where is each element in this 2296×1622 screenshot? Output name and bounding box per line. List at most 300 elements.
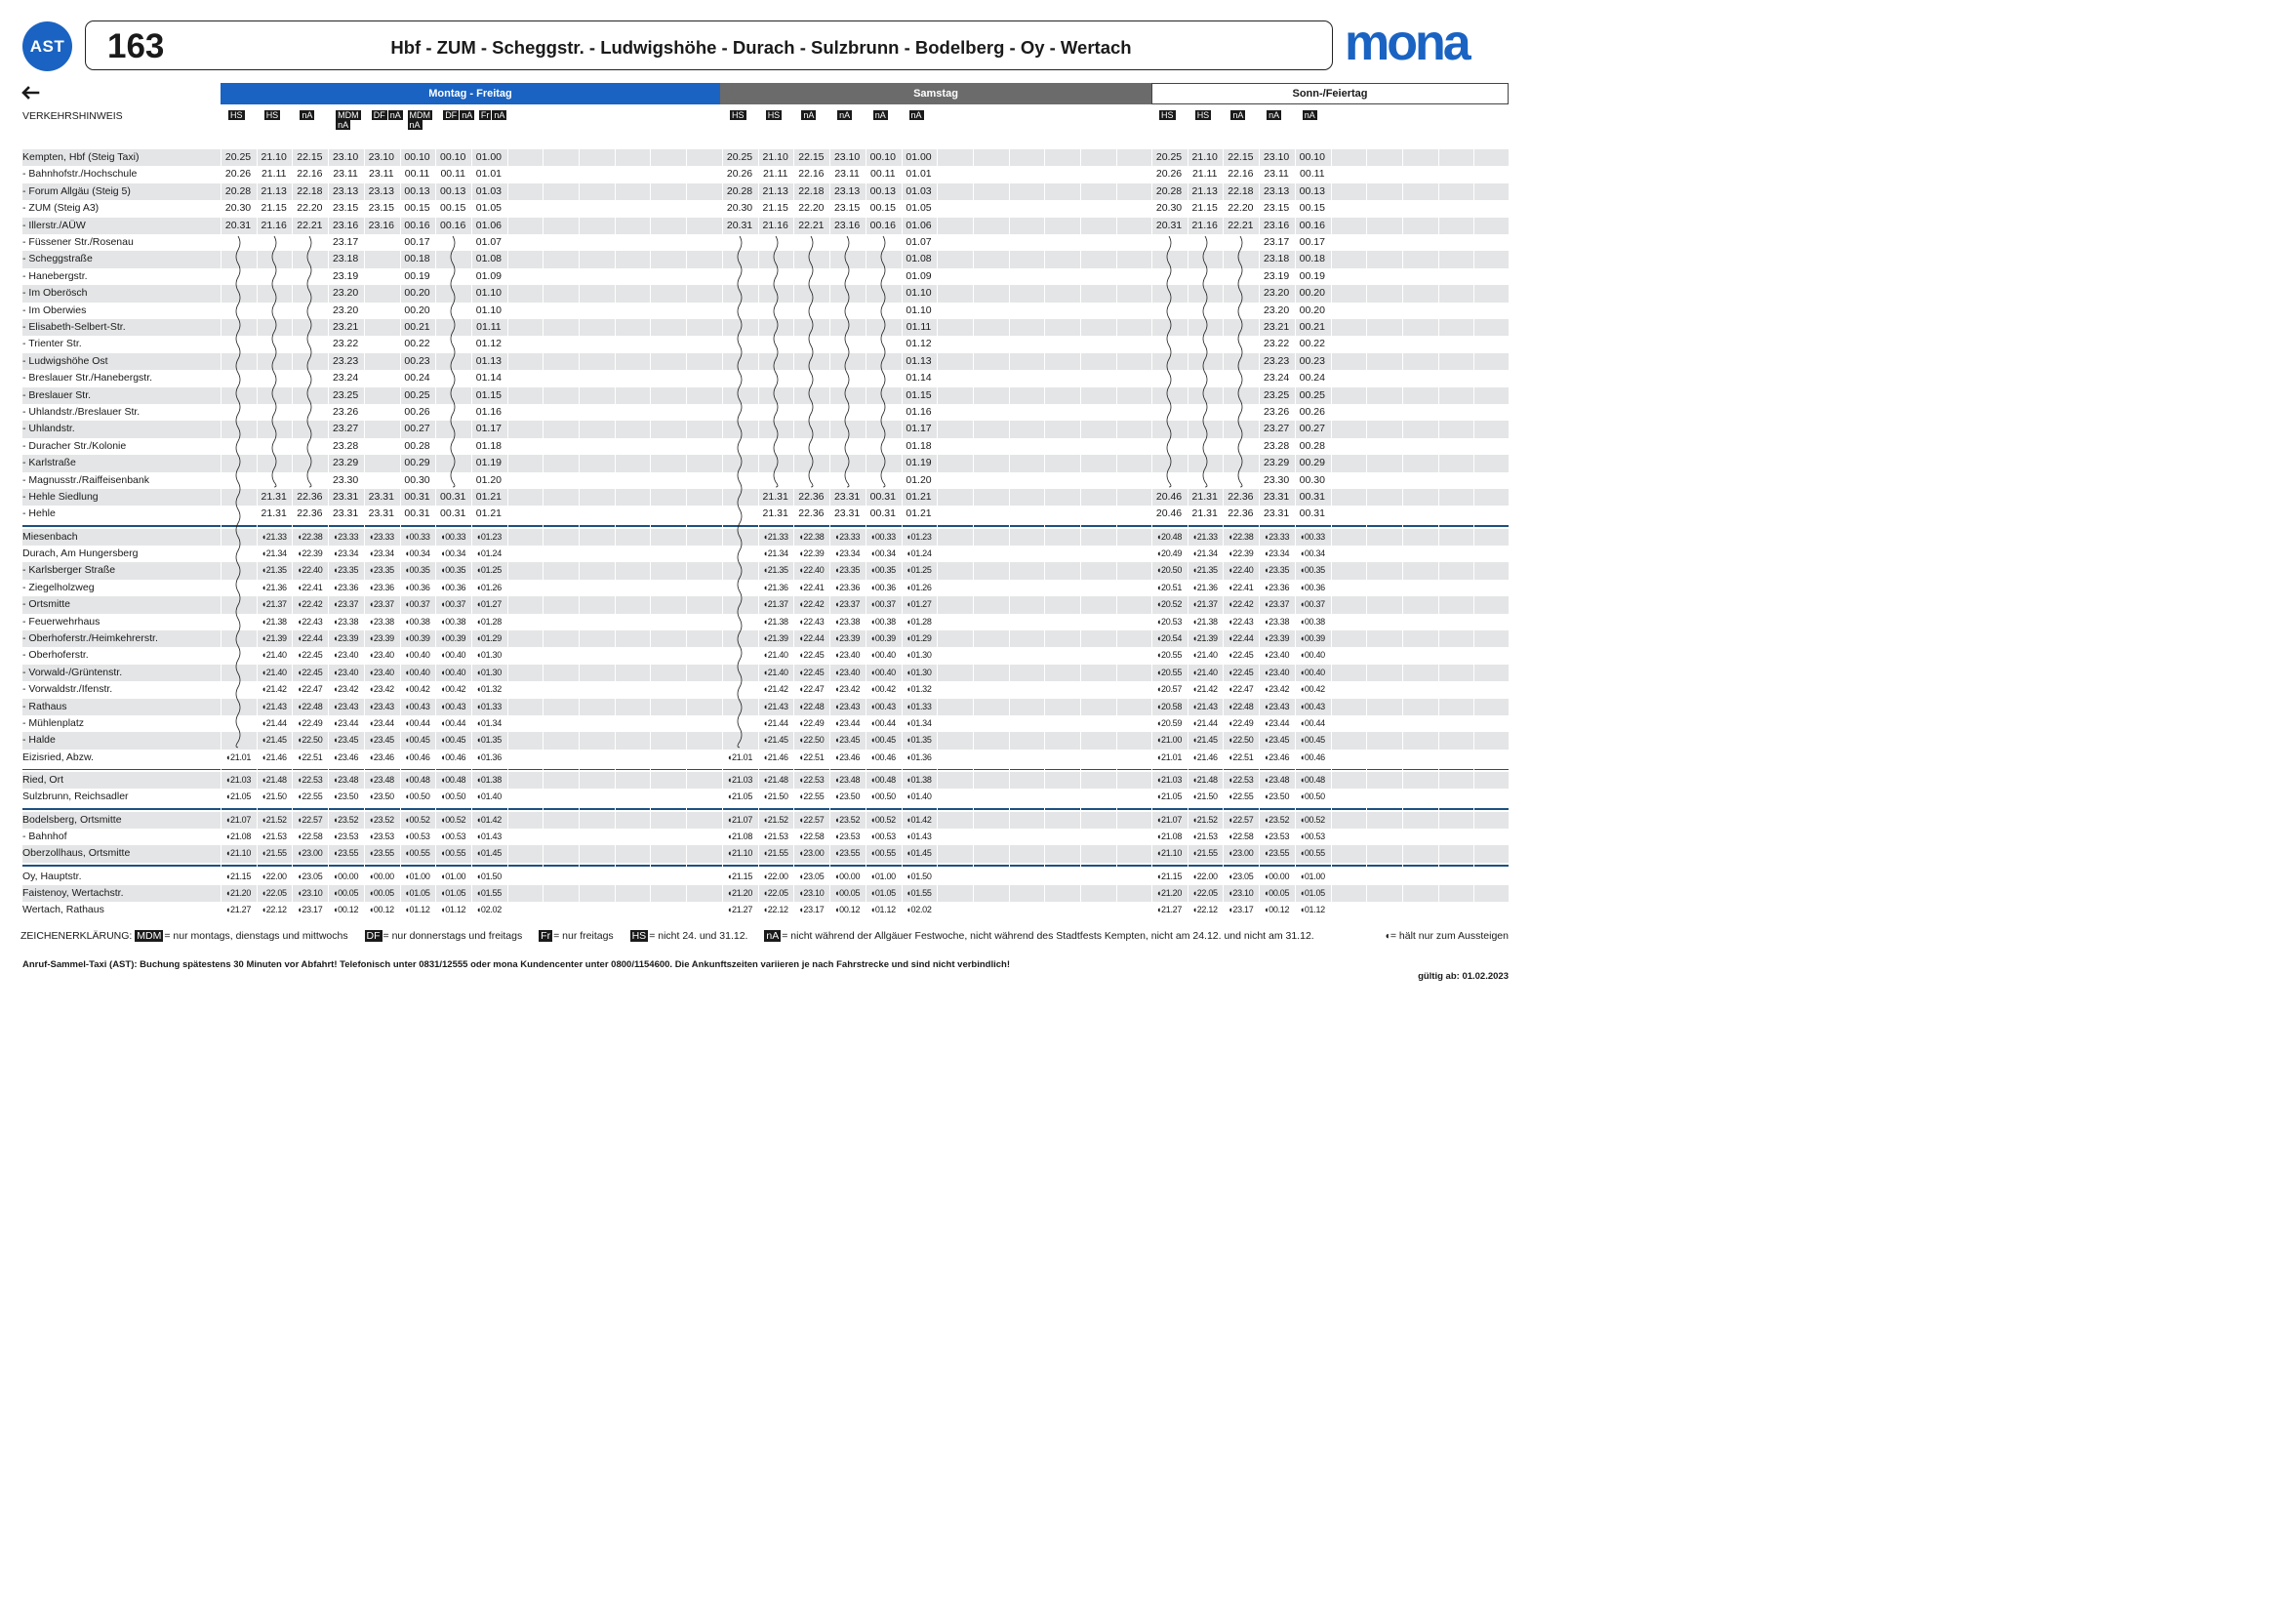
- departure-time: ◖21.50: [1191, 791, 1218, 802]
- departure-time: ◖21.10: [1155, 848, 1183, 859]
- departure-time: ◖21.10: [224, 848, 252, 859]
- departure-time: ◖21.27: [1155, 905, 1183, 915]
- departure-time: ◖01.05: [440, 888, 466, 898]
- departure-time: ◖22.50: [798, 735, 825, 746]
- departure-time: ◖21.42: [1191, 684, 1218, 695]
- departure-time: 20.26: [1155, 168, 1183, 181]
- departure-time: ◖00.52: [404, 814, 430, 825]
- departure-time: ◖21.52: [762, 814, 788, 825]
- departure-time: ◖21.38: [762, 616, 788, 627]
- trip-note: [873, 110, 906, 120]
- departure-time: 21.31: [762, 507, 788, 520]
- departure-time: 20.46: [1155, 491, 1183, 503]
- departure-time: ◖22.47: [798, 684, 825, 695]
- departure-time: ◖22.00: [261, 871, 287, 881]
- departure-time: ◖00.42: [1299, 684, 1325, 695]
- departure-time: ◖01.12: [1299, 905, 1325, 915]
- departure-time: 00.25: [404, 388, 430, 401]
- departure-time: ◖21.40: [1191, 650, 1218, 661]
- departure-time: ◖21.00: [1155, 735, 1183, 746]
- departure-time: ◖00.33: [404, 531, 430, 542]
- departure-time: ◖00.42: [440, 684, 466, 695]
- departure-time: ◖23.42: [834, 684, 861, 695]
- legend-item-hs: [630, 930, 748, 942]
- departure-time: ◖00.36: [440, 582, 466, 592]
- departure-time: ◖22.45: [798, 650, 825, 661]
- departure-time: 01.11: [906, 321, 932, 333]
- note-code: MDM: [409, 110, 430, 120]
- departure-time: ◖22.44: [1228, 633, 1254, 643]
- departure-time: ◖22.39: [297, 548, 323, 558]
- departure-time: ◖21.39: [1191, 633, 1218, 643]
- departure-time: ◖00.33: [1299, 531, 1325, 542]
- departure-time: 22.36: [798, 491, 825, 503]
- departure-time: 20.26: [224, 168, 252, 181]
- departure-time: ◖22.12: [1191, 905, 1218, 915]
- departure-time: 00.10: [869, 151, 896, 163]
- departure-time: 01.16: [906, 406, 932, 418]
- departure-time: 23.23: [1263, 354, 1290, 367]
- departure-time: 21.16: [762, 219, 788, 231]
- departure-time: ◖21.48: [1191, 775, 1218, 785]
- departure-time: ◖23.17: [798, 905, 825, 915]
- legend-text: = nicht während der Allgäuer Festwoche, nicht während des Stadtfests Kempten, nicht am 24.12. und nicht am 31.12.: [782, 930, 1314, 942]
- departure-time: 23.22: [1263, 338, 1290, 350]
- trip-note: [1230, 110, 1264, 120]
- section-separator: [22, 865, 1509, 867]
- departure-time: ◖23.55: [1264, 848, 1290, 859]
- departure-time: 23.31: [332, 507, 359, 520]
- stop-name: Bodelsberg, Ortsmitte: [22, 813, 122, 826]
- departure-time: ◖00.37: [869, 599, 896, 610]
- departure-time: 00.15: [1299, 202, 1325, 215]
- departure-time: 23.31: [368, 491, 394, 503]
- departure-time: ◖00.39: [404, 633, 430, 643]
- legend-text: = nicht 24. und 31.12.: [649, 930, 748, 942]
- departure-time: 23.20: [1263, 287, 1290, 300]
- departure-time: 23.13: [368, 184, 394, 197]
- departure-time: ◖00.55: [869, 848, 896, 859]
- departure-time: ◖01.32: [906, 684, 932, 695]
- departure-time: ◖21.35: [1191, 565, 1218, 576]
- departure-time: 20.25: [224, 151, 252, 163]
- departure-time: ◖00.40: [404, 650, 430, 661]
- departure-time: ◖00.43: [869, 701, 896, 711]
- departure-time: 01.15: [906, 388, 932, 401]
- departure-time: ◖00.55: [440, 848, 466, 859]
- departure-time: 00.13: [440, 184, 466, 197]
- departure-time: 23.30: [332, 473, 359, 486]
- departure-time: ◖23.35: [834, 565, 861, 576]
- departure-time: ◖22.55: [798, 791, 825, 802]
- departure-time: ◖01.24: [475, 548, 502, 558]
- departure-time: ◖01.35: [906, 735, 932, 746]
- departure-time: 01.14: [906, 372, 932, 385]
- departure-time: 21.10: [261, 151, 287, 163]
- departure-time: ◖00.53: [404, 831, 430, 841]
- departure-time: ◖23.40: [333, 650, 359, 661]
- departure-time: ◖23.55: [333, 848, 359, 859]
- note-code: nA: [1232, 110, 1244, 120]
- departure-time: ◖22.58: [798, 831, 825, 841]
- stop-name: Faistenoy, Wertachstr.: [22, 887, 124, 899]
- column-divider: [543, 149, 544, 922]
- departure-time: ◖23.05: [297, 871, 323, 881]
- departure-time: ◖23.37: [1264, 599, 1290, 610]
- departure-time: 21.31: [261, 491, 287, 503]
- departure-time: ◖21.20: [726, 888, 753, 898]
- departure-time: ◖23.40: [1264, 667, 1290, 677]
- departure-time: 20.28: [224, 184, 252, 197]
- departure-time: ◖23.10: [798, 888, 825, 898]
- departure-time: ◖23.33: [834, 531, 861, 542]
- departure-time: 00.13: [1299, 184, 1325, 197]
- departure-time: 01.18: [475, 439, 503, 452]
- departure-time: ◖23.44: [834, 718, 861, 728]
- departure-time: ◖21.55: [261, 848, 287, 859]
- departure-time: ◖23.10: [297, 888, 323, 898]
- departure-time: 00.24: [1299, 372, 1325, 385]
- departure-time: ◖23.52: [368, 814, 394, 825]
- departure-time: 00.21: [404, 321, 430, 333]
- departure-time: 23.11: [369, 168, 394, 181]
- departure-time: 22.20: [798, 202, 825, 215]
- departure-time: ◖00.48: [1299, 775, 1325, 785]
- departure-time: ◖23.42: [368, 684, 394, 695]
- stop-name: - ZUM (Steig A3): [22, 202, 100, 215]
- departure-time: ◖01.12: [440, 905, 466, 915]
- departure-time: ◖00.39: [1299, 633, 1325, 643]
- departure-time: 00.19: [1299, 269, 1325, 282]
- departure-time: ◖22.57: [1228, 814, 1254, 825]
- departure-time: ◖21.03: [224, 775, 252, 785]
- departure-time: 20.30: [726, 202, 753, 215]
- trip-note: [766, 110, 799, 120]
- departure-time: 21.31: [1191, 507, 1218, 520]
- departure-time: ◖23.45: [333, 735, 359, 746]
- departure-time: ◖21.20: [224, 888, 252, 898]
- departure-time: ◖00.45: [440, 735, 466, 746]
- departure-time: 00.31: [869, 491, 896, 503]
- no-stop-squiggle: [447, 236, 459, 487]
- column-divider: [1438, 149, 1439, 922]
- legend-code: DF: [366, 930, 381, 942]
- departure-time: 00.13: [869, 184, 896, 197]
- legend-title: ZEICHENERKLÄRUNG:: [20, 930, 133, 942]
- footer-note: Anruf-Sammel-Taxi (AST): Buchung spätestens 30 Minuten vor Abfahrt! Telefonisch unter 0831/12555 oder mona Kundencenter unter 0800/1154600. Die Ankunftszeiten variieren je nach Fahrstrecke und sind nicht verbindlich!: [22, 959, 1011, 970]
- departure-time: 21.31: [261, 507, 287, 520]
- departure-time: ◖22.44: [297, 633, 323, 643]
- departure-time: 01.05: [906, 202, 932, 215]
- column-divider: [1331, 149, 1332, 922]
- departure-time: ◖23.36: [834, 582, 861, 592]
- departure-time: ◖00.48: [404, 775, 430, 785]
- departure-time: 21.11: [1191, 168, 1218, 181]
- departure-time: ◖23.45: [834, 735, 861, 746]
- departure-time: ◖00.40: [869, 650, 896, 661]
- departure-time: ◖22.53: [1228, 775, 1254, 785]
- departure-time: 21.15: [762, 202, 788, 215]
- departure-time: ◖23.39: [368, 633, 394, 643]
- departure-time: 00.15: [869, 202, 896, 215]
- departure-time: 00.16: [1299, 219, 1325, 231]
- note-code: DF: [373, 110, 385, 120]
- departure-time: ◖00.44: [869, 718, 896, 728]
- departure-time: 23.25: [332, 388, 359, 401]
- column-divider: [1116, 149, 1117, 922]
- departure-time: ◖23.39: [1264, 633, 1290, 643]
- departure-time: 01.21: [475, 491, 503, 503]
- column-divider: [973, 149, 974, 922]
- departure-time: 00.31: [869, 507, 896, 520]
- departure-time: ◖22.48: [798, 701, 825, 711]
- departure-time: ◖21.53: [762, 831, 788, 841]
- departure-time: ◖21.01: [726, 751, 753, 762]
- note-code: nA: [494, 110, 505, 120]
- departure-time: 00.20: [1299, 304, 1325, 316]
- departure-time: 00.27: [1299, 423, 1325, 435]
- departure-time: ◖23.34: [834, 548, 861, 558]
- departure-time: ◖00.05: [333, 888, 359, 898]
- departure-time: 21.13: [261, 184, 287, 197]
- departure-time: ◖23.37: [333, 599, 359, 610]
- departure-time: ◖22.39: [798, 548, 825, 558]
- departure-time: ◖21.05: [224, 791, 252, 802]
- departure-time: ◖20.55: [1155, 667, 1183, 677]
- departure-time: ◖21.20: [1155, 888, 1183, 898]
- departure-time: 22.21: [297, 219, 323, 231]
- departure-time: ◖22.41: [297, 582, 323, 592]
- departure-time: 23.31: [833, 507, 861, 520]
- note-code: nA: [409, 120, 421, 130]
- departure-time: ◖23.46: [333, 751, 359, 762]
- departure-time: ◖22.44: [798, 633, 825, 643]
- departure-time: 20.25: [726, 151, 753, 163]
- route-title: Hbf - ZUM - Scheggstr. - Ludwigshöhe - Durach - Sulzbrunn - Bodelberg - Oy - Wertach: [390, 37, 1132, 58]
- departure-time: 21.31: [762, 491, 788, 503]
- departure-time: 22.15: [798, 151, 825, 163]
- departure-time: 23.10: [368, 151, 394, 163]
- departure-time: 23.21: [1263, 321, 1290, 333]
- departure-time: 00.11: [440, 168, 465, 181]
- departure-time: ◖01.26: [475, 582, 502, 592]
- note-code: nA: [1269, 110, 1280, 120]
- departure-time: ◖00.45: [869, 735, 896, 746]
- departure-time: 00.18: [1299, 253, 1325, 265]
- departure-time: ◖23.05: [1228, 871, 1254, 881]
- departure-time: ◖23.33: [1264, 531, 1290, 542]
- departure-time: 23.30: [1263, 473, 1290, 486]
- departure-time: 22.36: [798, 507, 825, 520]
- stop-name: - Ziegelholzweg: [22, 581, 95, 593]
- departure-time: 01.21: [906, 491, 932, 503]
- departure-time: 23.27: [1263, 423, 1290, 435]
- departure-time: ◖00.37: [1299, 599, 1325, 610]
- departure-time: ◖00.40: [1299, 650, 1325, 661]
- departure-time: ◖23.39: [834, 633, 861, 643]
- departure-time: 23.26: [1263, 406, 1290, 418]
- departure-time: ◖22.05: [762, 888, 788, 898]
- departure-time: 22.18: [798, 184, 825, 197]
- departure-time: 23.25: [1263, 388, 1290, 401]
- departure-time: ◖01.40: [475, 791, 502, 802]
- departure-time: ◖00.12: [333, 905, 359, 915]
- departure-time: ◖01.36: [906, 751, 932, 762]
- departure-time: 00.31: [440, 507, 466, 520]
- departure-time: ◖23.42: [1264, 684, 1290, 695]
- note-code: HS: [265, 110, 279, 120]
- departure-time: ◖23.00: [798, 848, 825, 859]
- departure-time: 01.20: [475, 473, 503, 486]
- departure-time: ◖23.44: [333, 718, 359, 728]
- departure-time: ◖22.38: [798, 531, 825, 542]
- departure-time: ◖01.12: [404, 905, 430, 915]
- departure-time: ◖01.05: [404, 888, 430, 898]
- departure-time: 23.11: [1264, 168, 1289, 181]
- departure-time: 22.15: [297, 151, 323, 163]
- departure-time: ◖00.35: [1299, 565, 1325, 576]
- stop-name: - Trienter Str.: [22, 338, 82, 350]
- departure-time: 00.19: [404, 269, 430, 282]
- departure-time: ◖01.30: [906, 650, 932, 661]
- departure-time: ◖00.53: [869, 831, 896, 841]
- departure-time: ◖23.34: [1264, 548, 1290, 558]
- note-code: nA: [389, 110, 401, 120]
- no-stop-squiggle: [734, 236, 745, 748]
- departure-time: 23.16: [833, 219, 861, 231]
- stop-name: Ried, Ort: [22, 774, 64, 786]
- note-code: HS: [767, 110, 781, 120]
- departure-time: ◖23.35: [368, 565, 394, 576]
- departure-time: ◖20.51: [1155, 582, 1183, 592]
- departure-time: 01.19: [475, 457, 503, 469]
- legend-code: nA: [766, 930, 780, 942]
- departure-time: ◖21.34: [261, 548, 287, 558]
- departure-time: ◖22.49: [798, 718, 825, 728]
- departure-time: 01.05: [475, 202, 503, 215]
- departure-time: 00.10: [1299, 151, 1325, 163]
- departure-time: ◖22.57: [297, 814, 323, 825]
- departure-time: ◖21.40: [762, 667, 788, 677]
- departure-time: ◖22.05: [261, 888, 287, 898]
- departure-time: 23.11: [834, 168, 860, 181]
- departure-time: 20.28: [726, 184, 753, 197]
- stop-name: - Uhlandstr./Breslauer Str.: [22, 406, 141, 418]
- departure-time: ◖21.43: [261, 701, 287, 711]
- departure-time: ◖23.17: [297, 905, 323, 915]
- departure-time: 23.18: [1263, 253, 1290, 265]
- departure-time: 22.15: [1228, 151, 1254, 163]
- departure-time: 21.13: [762, 184, 788, 197]
- no-stop-squiggle: [805, 236, 817, 487]
- departure-time: ◖00.40: [440, 667, 466, 677]
- departure-time: ◖01.23: [906, 531, 932, 542]
- departure-time: ◖21.53: [1191, 831, 1218, 841]
- stop-name: - Oberhoferstr./Heimkehrerstr.: [22, 632, 158, 644]
- departure-time: ◖21.48: [261, 775, 287, 785]
- departure-time: ◖01.29: [475, 633, 502, 643]
- departure-time: 00.16: [404, 219, 430, 231]
- column-divider: [1009, 149, 1010, 922]
- departure-time: 23.15: [332, 202, 359, 215]
- departure-time: ◖21.55: [762, 848, 788, 859]
- departure-time: ◖22.41: [798, 582, 825, 592]
- legend-code: MDM: [137, 930, 162, 942]
- validity-date: gültig ab: 01.02.2023: [1418, 971, 1509, 982]
- departure-time: ◖01.42: [475, 814, 502, 825]
- column-divider: [650, 149, 651, 922]
- departure-time: 20.46: [1155, 507, 1183, 520]
- arrow-left-icon[interactable]: [20, 85, 40, 101]
- departure-time: 00.31: [440, 491, 466, 503]
- departure-time: 23.19: [1263, 269, 1290, 282]
- trip-note: [228, 110, 262, 120]
- departure-time: ◖23.46: [834, 751, 861, 762]
- departure-time: ◖22.45: [297, 650, 323, 661]
- departure-time: 23.11: [333, 168, 358, 181]
- exit-only-icon: ◖: [1384, 930, 1390, 942]
- departure-time: 22.36: [1228, 507, 1254, 520]
- departure-time: ◖22.47: [297, 684, 323, 695]
- departure-time: ◖00.44: [404, 718, 430, 728]
- day-header-saturday: Samstag: [720, 83, 1151, 104]
- note-code: Fr: [480, 110, 490, 120]
- departure-time: ◖23.35: [333, 565, 359, 576]
- departure-time: ◖00.45: [1299, 735, 1325, 746]
- departure-time: ◖01.32: [475, 684, 502, 695]
- departure-time: ◖00.52: [1299, 814, 1325, 825]
- departure-time: 23.31: [1263, 507, 1290, 520]
- departure-time: ◖22.51: [297, 751, 323, 762]
- departure-time: 00.11: [404, 168, 430, 181]
- departure-time: ◖23.39: [333, 633, 359, 643]
- departure-time: ◖21.44: [261, 718, 287, 728]
- legend-item-na: [764, 930, 1313, 942]
- stop-name: - Rathaus: [22, 700, 67, 712]
- departure-time: ◖23.43: [834, 701, 861, 711]
- departure-time: 00.30: [1299, 473, 1325, 486]
- departure-time: 00.31: [404, 491, 430, 503]
- departure-time: ◖21.43: [1191, 701, 1218, 711]
- departure-time: 23.28: [332, 439, 359, 452]
- departure-time: ◖00.40: [869, 667, 896, 677]
- mona-logo-text: mona: [1345, 22, 1469, 65]
- departure-time: ◖00.38: [1299, 616, 1325, 627]
- departure-time: 01.13: [906, 354, 932, 367]
- stop-name: Oy, Hauptstr.: [22, 870, 82, 882]
- departure-time: 01.06: [475, 219, 503, 231]
- column-divider: [615, 149, 616, 922]
- departure-time: ◖21.34: [1191, 548, 1218, 558]
- departure-time: ◖00.46: [869, 751, 896, 762]
- departure-time: 23.22: [332, 338, 359, 350]
- stop-name: - Vorwaldstr./Ifenstr.: [22, 683, 113, 696]
- departure-time: 01.13: [475, 354, 503, 367]
- departure-time: 00.22: [1299, 338, 1325, 350]
- trip-note: [479, 110, 512, 120]
- departure-time: ◖21.39: [762, 633, 788, 643]
- departure-time: ◖22.49: [297, 718, 323, 728]
- departure-time: 01.15: [475, 388, 503, 401]
- departure-time: 01.00: [475, 151, 503, 163]
- departure-time: 22.18: [297, 184, 323, 197]
- departure-time: ◖23.40: [1264, 650, 1290, 661]
- departure-time: 21.16: [1191, 219, 1218, 231]
- departure-time: 00.22: [404, 338, 430, 350]
- departure-time: ◖23.53: [834, 831, 861, 841]
- departure-time: ◖00.48: [440, 775, 466, 785]
- stop-name: - Hanebergstr.: [22, 269, 88, 282]
